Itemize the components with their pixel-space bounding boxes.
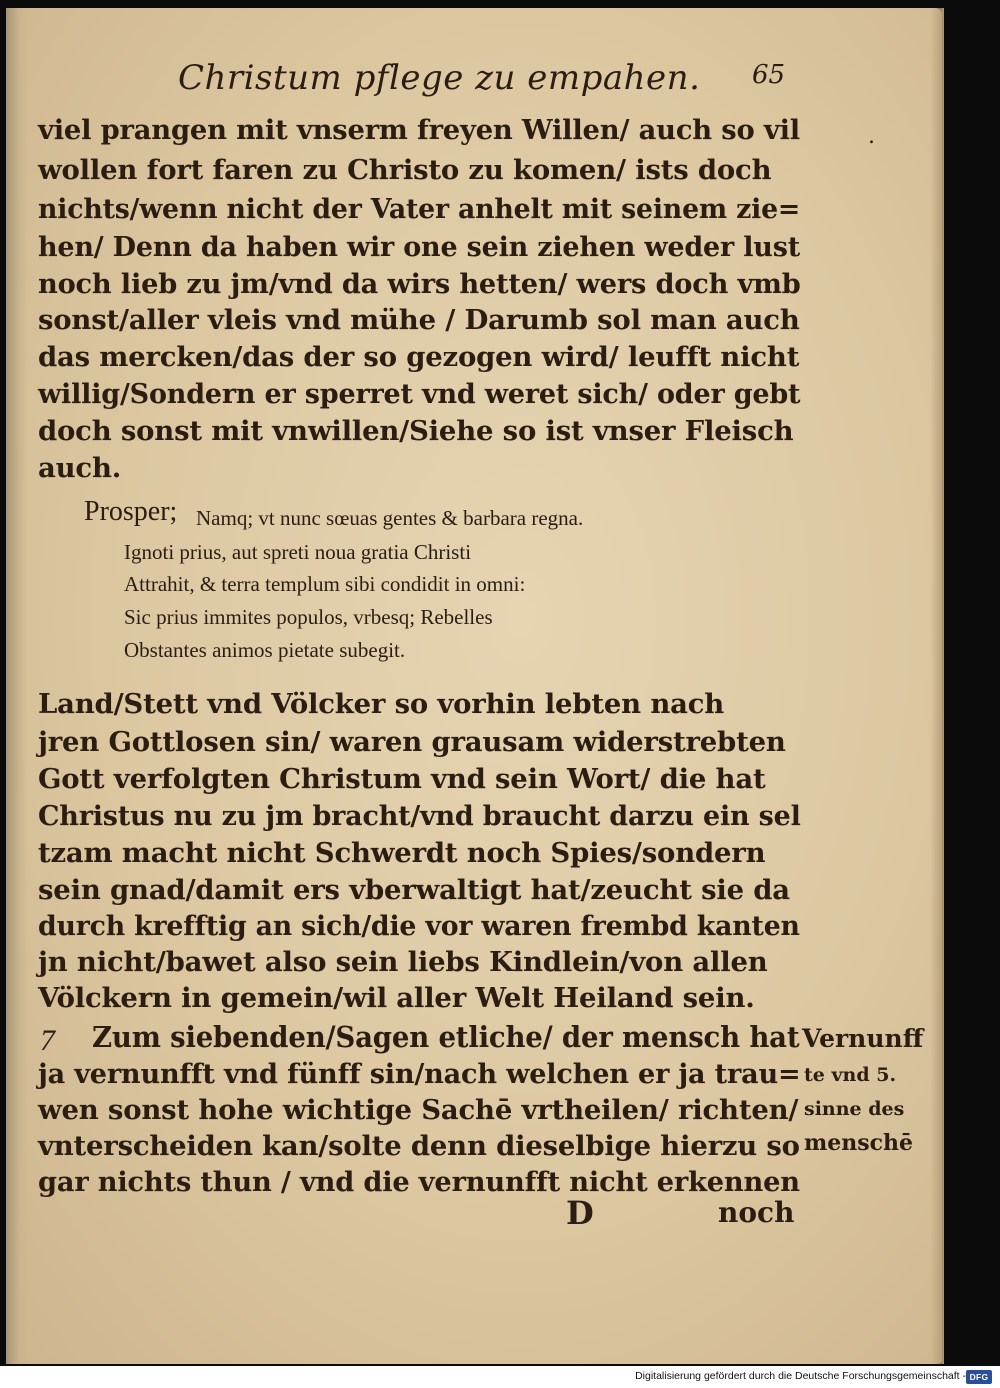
- body-line: sein gnad/damit ers vberwaltigt hat/zeucht sie da: [38, 874, 790, 906]
- latin-verse: Attrahit, & terra templum sibi condidit in omni:: [124, 572, 526, 596]
- body-line: Zum siebenden/Sagen etliche/ der mensch hat: [92, 1020, 800, 1054]
- latin-verse: Ignoti prius, aut spreti noua gratia Christi: [124, 540, 472, 564]
- body-line: Christus nu zu jm bracht/vnd braucht darzu ein sel: [38, 800, 801, 832]
- body-line: wen sonst hohe wichtige Sachē vrtheilen/ richten/: [38, 1094, 799, 1126]
- body-line: gar nichts thun / vnd die vernunfft nicht erkennen: [38, 1166, 800, 1198]
- body-line: willig/Sondern er sperret vnd weret sich/ oder gebt: [38, 378, 801, 410]
- body-line: doch sonst mit vnwillen/Siehe so ist vnser Fleisch: [38, 415, 794, 447]
- latin-verse: Obstantes animos pietate subegit.: [124, 638, 406, 662]
- page-number: 65: [752, 60, 786, 90]
- body-line: Gott verfolgten Christum vnd sein Wort/ die hat: [38, 763, 766, 795]
- body-line: Völckern in gemein/wil aller Welt Heiland sein.: [38, 982, 755, 1014]
- latin-verse: Namq; vt nunc sœuas gentes & barbara regna.: [196, 506, 584, 530]
- body-line: Land/Stett vnd Völcker so vorhin lebten nach: [38, 688, 725, 720]
- body-line: noch lieb zu jm/vnd da wirs hetten/ wers doch vmb: [38, 268, 801, 300]
- body-line: hen/ Denn da haben wir one sein ziehen weder lust: [38, 231, 800, 263]
- margin-note-line: sinne des: [804, 1098, 905, 1120]
- body-line: viel prangen mit vnserm freyen Willen/ auch so vil: [38, 114, 800, 146]
- margin-note-line: menschē: [804, 1130, 914, 1156]
- dfg-logo-icon: DFG: [966, 1370, 992, 1384]
- body-line: durch krefftig an sich/die vor waren frembd kanten: [38, 910, 800, 942]
- signature-mark: D: [566, 1194, 594, 1232]
- body-line: ja vernunfft vnd fünff sin/nach welchen er ja trau=: [38, 1058, 801, 1090]
- body-line: jren Gottlosen sin/ waren grausam widerstrebten: [38, 726, 786, 758]
- stray-mark: .: [868, 124, 875, 149]
- body-line: tzam macht nicht Schwerdt noch Spies/sondern: [38, 837, 766, 869]
- funding-credit: Digitalisierung gefördert durch die Deutsche Forschungsgemeinschaft -: [635, 1370, 966, 1382]
- margin-note-line: te vnd 5.: [804, 1064, 897, 1086]
- margin-note-line: Vernunff: [802, 1024, 924, 1053]
- page-right-edge: [930, 8, 944, 1364]
- quotation-author: Prosper;: [84, 496, 178, 527]
- body-line: auch.: [38, 452, 122, 484]
- body-line: wollen fort faren zu Christo zu komen/ ists doch: [38, 154, 772, 186]
- page-gutter-shadow: [6, 8, 28, 1364]
- catchword: noch: [718, 1196, 795, 1229]
- latin-verse: Sic prius immites populos, vrbesq; Rebelles: [124, 605, 493, 629]
- section-number: 7: [40, 1024, 55, 1057]
- running-head: Christum pflege zu empahen.: [178, 58, 701, 98]
- body-line: vnterscheiden kan/solte denn dieselbige hierzu so: [38, 1130, 800, 1162]
- body-line: jn nicht/bawet also sein liebs Kindlein/von allen: [38, 946, 768, 978]
- body-line: sonst/aller vleis vnd mühe / Darumb sol man auch: [38, 304, 800, 336]
- body-line: das mercken/das der so gezogen wird/ leufft nicht: [38, 341, 800, 373]
- body-line: nichts/wenn nicht der Vater anhelt mit seinem zie=: [38, 193, 801, 225]
